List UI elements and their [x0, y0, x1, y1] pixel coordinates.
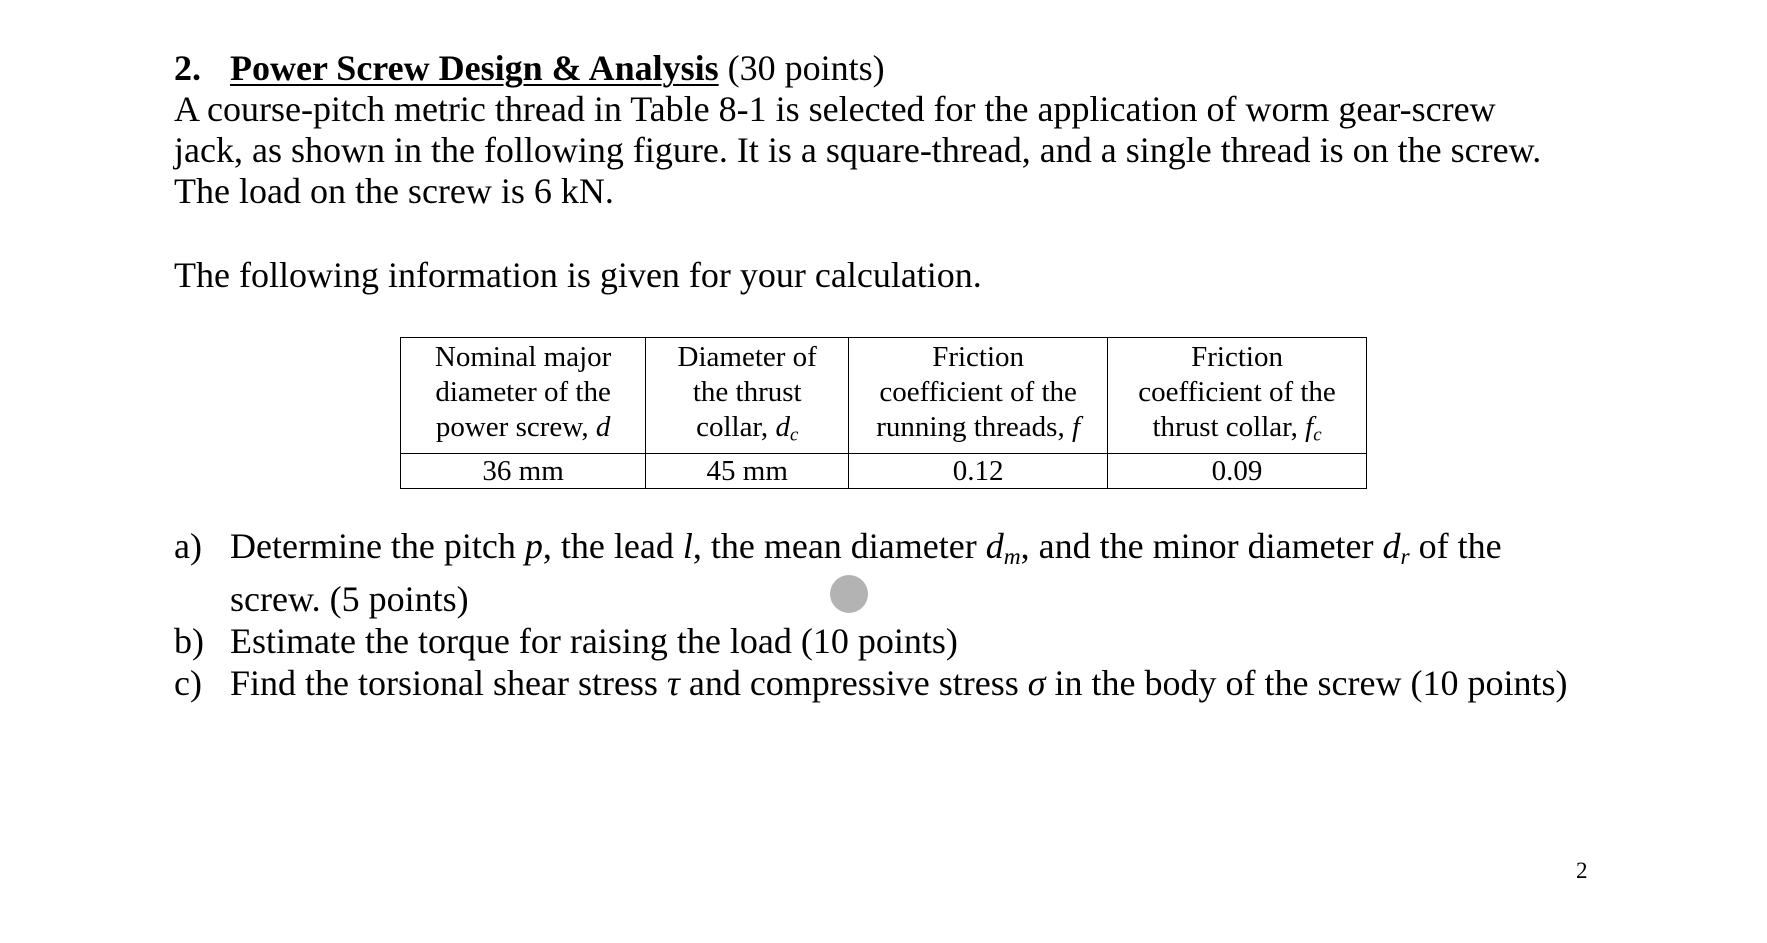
subquestion-label: b) [174, 620, 204, 661]
statement-line: The load on the screw is 6 kN. [174, 171, 614, 211]
page-number: 2 [1576, 858, 1588, 883]
value-collar-diameter: 45 mm [646, 453, 849, 488]
subquestion-c: c) Find the torsional shear stress τ and compressive stress σ in the body of the screw (10 points) [174, 662, 1568, 703]
header-thread-friction: Friction coefficient of the running threads, f [849, 338, 1108, 454]
statement-line: A course-pitch metric thread in Table 8-1 is selected for the application of worm gear-screw [174, 89, 1496, 129]
subquestion-label: a) [174, 526, 202, 566]
subquestion-b [174, 620, 1567, 662]
given-data-table [400, 337, 1367, 489]
value-thread-friction: 0.12 [849, 453, 1108, 488]
problem-statement [174, 89, 1541, 212]
given-info-intro: The following information is given for your calculation. [174, 255, 982, 295]
value-collar-friction: 0.09 [1108, 453, 1367, 488]
mouse-cursor-indicator [830, 575, 868, 613]
table-row [401, 453, 1367, 488]
table-header-row [401, 338, 1367, 454]
value-nominal-diameter: 36 mm [401, 453, 646, 488]
header-nominal-diameter: Nominal major diameter of the power screw, d [401, 338, 646, 454]
question-points: (30 points) [727, 48, 885, 88]
header-collar-diameter: Diameter of the thrust collar, $d_c$ [646, 338, 849, 454]
subquestion-a: a) Determine the pitch p, the lead l, the mean diameter $d_m$, and the minor diameter $d_r$ of the screw. (5 points) [174, 526, 1502, 619]
question-title: Power Screw Design & Analysis [230, 48, 719, 88]
subquestion-text: Estimate the torque for raising the load (10 points) [230, 620, 958, 661]
header-collar-friction: Friction coefficient of the thrust collar, $f_c$ [1108, 338, 1367, 454]
statement-line: jack, as shown in the following figure. It is a square-thread, and a single thread is on the screw. [174, 130, 1542, 170]
subquestion-list [174, 525, 1567, 704]
question-number: 2. [174, 48, 201, 88]
question-heading [174, 48, 885, 89]
subquestion-continuation: screw. (5 points) [230, 578, 469, 619]
subquestion-label: c) [174, 662, 202, 703]
